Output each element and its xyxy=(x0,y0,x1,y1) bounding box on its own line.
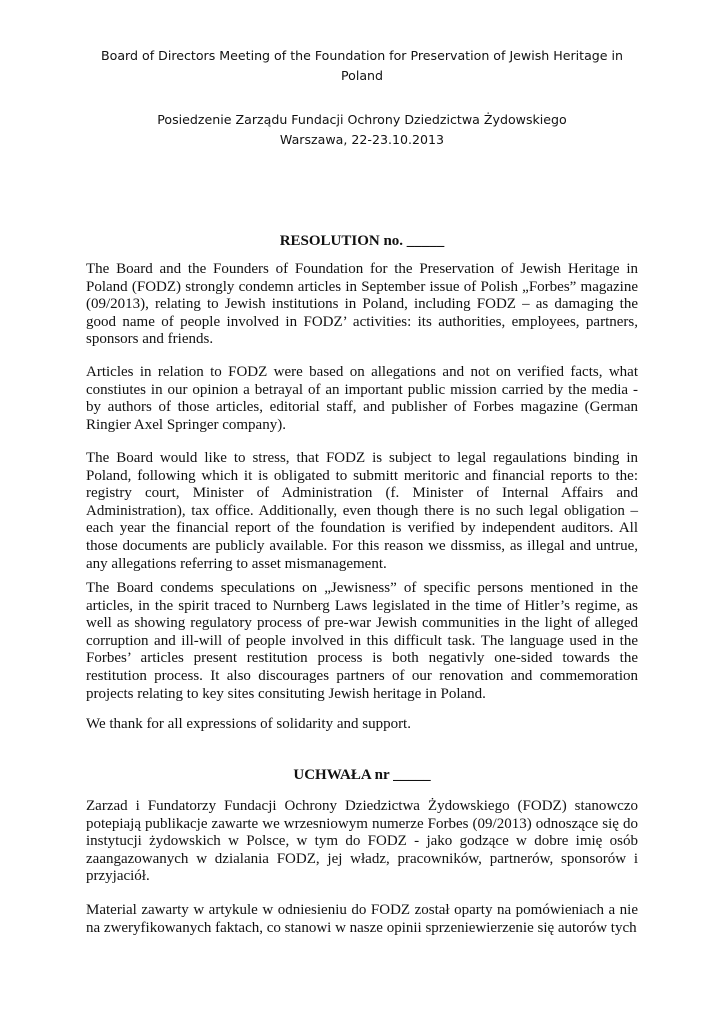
uchwala-paragraph-2: Material zawarty w artykule w odniesieniu do FODZ został oparty na pomówieniach a nie na zweryfikowanych faktach, co stanowi w nasze opinii sprzeniewierzenie się autorów tych xyxy=(86,902,638,936)
uchwala-heading: UCHWAŁA nr _____ xyxy=(293,767,431,783)
meeting-date-place: Warszawa, 22-23.10.2013 xyxy=(279,132,445,147)
resolution-paragraph-2: Articles in relation to FODZ were based on allegations and not on verified facts, what constiutes in our opinion a betrayal of an important public mission carried by the media - by authors of those articles, editorial staff, and publisher of Forbes magazine (German Ringier Axel Springer company). xyxy=(86,364,638,433)
resolution-paragraph-4: The Board condems speculations on „Jewisness” of specific persons mentioned in the articles, in the spirit traced to Nurnberg Laws legislated in the time of Hitler’s regime, as well as showing regulatory process of pre-war Jewish communities in the light of alleged corruption and ill-will of people involved in this difficult task. The language used in the Forbes’ articles present restitution process is both negativly one-sided towards the restitution process. It also discourages partners of our renovation and commemoration projects relating to key sites consituting Jewish heritage in Poland. xyxy=(86,580,638,702)
meeting-title-polish xyxy=(86,110,638,150)
resolution-paragraph-1: The Board and the Founders of Foundation for the Preservation of Jewish Heritage in Poland (FODZ) strongly condemn articles in September issue of Polish „Forbes” magazine (09/2013), relating to Jewish institutions in Poland, including FODZ – as damaging the good name of people involved in FODZ’ activities: its authorities, employees, partners, sponsors and friends. xyxy=(86,261,638,348)
resolution-paragraph-3: The Board would like to stress, that FODZ is subject to legal regaulations binding in Poland, following which it is obligated to submitt meritoric and financial reports to the: registry court, Minister of Administration (f. Minister of Internal Affairs and Administration), tax office. Additionally, even though there is no such legal obligation – each year the financial report of the foundation is verified by independent auditors. All those documents are publicly available. For this reason we dissmiss, as illegal and untrue, any allegations referring to asset mismanagement. xyxy=(86,450,638,572)
uchwala-paragraph-1: Zarzad i Fundatorzy Fundacji Ochrony Dziedzictwa Żydowskiego (FODZ) stanowczo potepiają publikacje zawarte we wrzesniowym numerze Forbes (09/2013) odnoszące się do instytucji żydowskich w Polsce, w tym do FODZ - jako godzące w dobre imię osób zaangazowanych w dzialania FODZ, jej władz, pracowników, partnerów, sponsorów i przyjaciół. xyxy=(86,798,638,885)
resolution-heading: RESOLUTION no. _____ xyxy=(279,233,445,249)
resolution-paragraph-5: We thank for all expressions of solidarity and support. xyxy=(86,716,411,732)
meeting-title-polish-line-1: Posiedzenie Zarządu Fundacji Ochrony Dziedzictwa Żydowskiego xyxy=(157,112,567,127)
meeting-title-english xyxy=(86,46,638,86)
meeting-title-english-line-1: Board of Directors Meeting of the Foundation for Preservation of Jewish Heritage in xyxy=(100,48,624,63)
meeting-title-english-line-2: Poland xyxy=(340,68,384,83)
